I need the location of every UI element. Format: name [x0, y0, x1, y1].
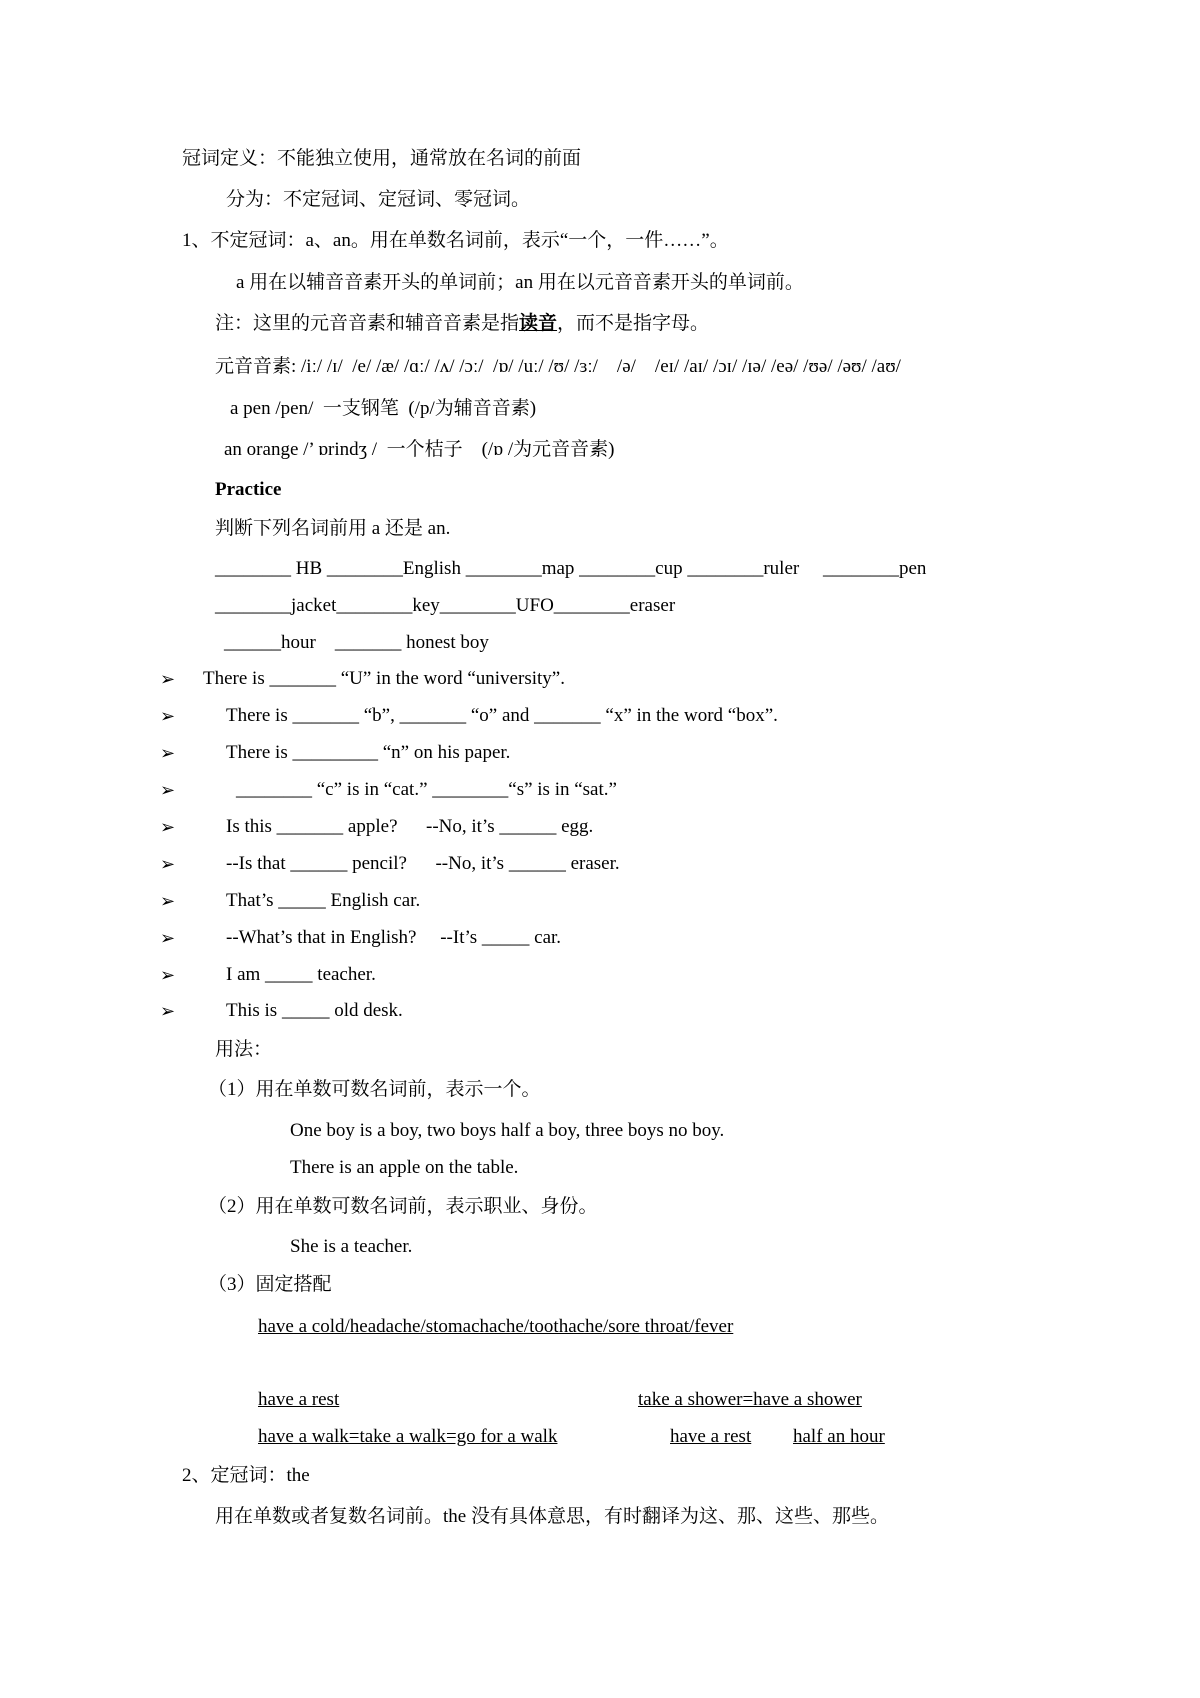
phrase-half-an-hour: half an hour [793, 1426, 885, 1447]
bullet-arrow-icon: ➢ [160, 780, 176, 800]
article-division: 分为：不定冠词、定冠词、零冠词。 [226, 189, 531, 210]
bullet-item: There is _______ “b”, _______ “o” and _______ “x” in the word “box”. [226, 705, 778, 726]
definite-article-description: 用在单数或者复数名词前。the 没有具体意思，有时翻译为这、那、这些、那些。 [215, 1506, 889, 1527]
bullet-arrow-icon: ➢ [160, 891, 176, 911]
phrase-have-a-cold: have a cold/headache/stomachache/toothache/sore throat/fever [258, 1316, 734, 1337]
bullet-arrow-icon: ➢ [160, 817, 176, 837]
indefinite-article-heading: 1、不定冠词：a、an。用在单数名词前，表示“一个，一件……”。 [182, 230, 729, 251]
bullet-item: Is this _______ apple? --No, it’s ______ egg. [226, 816, 594, 837]
bullet-arrow-icon: ➢ [160, 743, 176, 763]
usage-2-example: She is a teacher. [290, 1236, 413, 1257]
fill-blank-row-2: ________jacket________key________UFO________eraser [215, 595, 676, 616]
practice-instruction: 判断下列名词前用 a 还是 an. [215, 518, 451, 539]
bullet-item: This is _____ old desk. [226, 1000, 403, 1021]
note-line [215, 311, 709, 337]
usage-1: （1）用在单数可数名词前，表示一个。 [208, 1079, 541, 1100]
bullet-item: I am _____ teacher. [226, 964, 376, 985]
phrase-have-a-rest: have a rest [258, 1389, 340, 1410]
bullet-arrow-icon: ➢ [160, 706, 176, 726]
article-definition: 冠词定义：不能独立使用，通常放在名词的前面 [182, 148, 582, 169]
bullet-item: ________ “c” is in “cat.” ________“s” is in “sat.” [236, 779, 617, 800]
a-an-rule: a 用在以辅音音素开头的单词前；an 用在以元音音素开头的单词前。 [236, 272, 804, 293]
bullet-item: There is _________ “n” on his paper. [226, 742, 511, 763]
bullet-arrow-icon: ➢ [160, 854, 176, 874]
phrase-have-a-rest-2: have a rest [670, 1426, 752, 1447]
bullet-item: That’s _____ English car. [226, 890, 421, 911]
usage-2: （2）用在单数可数名词前，表示职业、身份。 [208, 1196, 598, 1217]
vowel-phonemes: 元音音素: /iː/ /ɪ/ /e/ /æ/ /ɑː/ /ʌ/ /ɔː/ /ɒ/ /uː/ /ʊ/ /ɜː/ /ə/ /eɪ/ /aɪ/ /ɔɪ/ /ɪə/ /eə/ /ʊə/ /əʊ/ /aʊ/ [215, 356, 901, 377]
phrase-have-a-walk: have a walk=take a walk=go for a walk [258, 1426, 558, 1447]
note-text-b: ，而不是指字母。 [557, 313, 710, 334]
example-pen: a pen /pen/ 一支钢笔 (/p/为辅音音素) [230, 398, 537, 419]
example-orange: an orange /’ ɒrindʒ / 一个桔子 (/ɒ /为元音音素) [224, 439, 615, 460]
fill-blank-row-1: ________ HB ________English ________map ________cup ________ruler ________pen [215, 558, 927, 579]
bullet-item: --Is that ______ pencil? --No, it’s ______ eraser. [226, 853, 620, 874]
bullet-arrow-icon: ➢ [160, 965, 176, 985]
usage-1-example-1: One boy is a boy, two boys half a boy, three boys no boy. [290, 1120, 725, 1141]
fill-blank-row-3: ______hour _______ honest boy [224, 632, 489, 653]
bullet-item: There is _______ “U” in the word “university”. [203, 668, 565, 689]
usage-3: （3）固定搭配 [208, 1274, 332, 1295]
bullet-arrow-icon: ➢ [160, 928, 176, 948]
note-text-a: 注：这里的元音音素和辅音音素是指 [215, 313, 520, 334]
definite-article-heading: 2、定冠词：the [182, 1465, 310, 1486]
phrase-take-a-shower: take a shower=have a shower [638, 1389, 862, 1410]
bullet-item: --What’s that in English? --It’s _____ car. [226, 927, 562, 948]
practice-heading: Practice [215, 479, 282, 500]
usage-1-example-2: There is an apple on the table. [290, 1157, 519, 1178]
bullet-arrow-icon: ➢ [160, 1001, 176, 1021]
bullet-arrow-icon: ➢ [160, 669, 176, 689]
note-emphasis: 读音 [519, 313, 558, 334]
usage-heading: 用法： [215, 1039, 273, 1060]
